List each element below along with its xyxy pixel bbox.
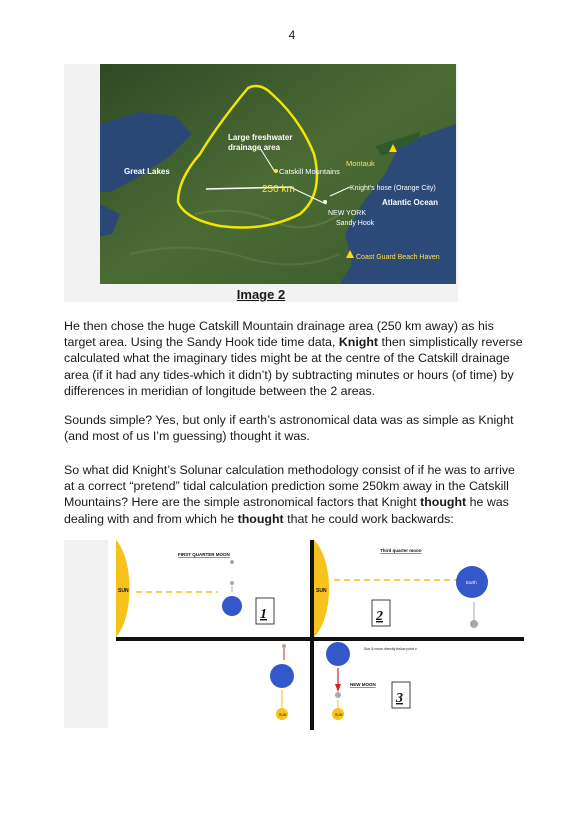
label-coast-guard: Coast Guard Beach Haven xyxy=(356,254,440,261)
earth-icon xyxy=(270,664,294,688)
title-third-quarter: Third quarter moon xyxy=(380,548,422,553)
label-distance: 250 km xyxy=(262,184,295,195)
diagram-background xyxy=(64,540,108,728)
title-first-quarter: FIRST QUARTER MOON xyxy=(178,552,230,557)
sun-label-3b: SUN xyxy=(335,713,343,717)
sun-moon-text: Sun & moon directly below point x xyxy=(364,647,417,651)
moon-icon xyxy=(470,620,478,628)
earth-label: Earth xyxy=(466,580,477,585)
figure-caption: Image 2 xyxy=(236,287,286,302)
label-new-york: NEW YORK xyxy=(328,210,366,217)
label-montauk: Montauk xyxy=(346,159,375,168)
page-number: 4 xyxy=(288,28,296,42)
vertical-axis xyxy=(310,540,314,730)
horizontal-axis xyxy=(116,637,524,641)
sun-label-3a: SUN xyxy=(279,713,287,717)
number-3: 3 xyxy=(396,691,403,706)
new-moon-label: NEW MOON xyxy=(350,682,376,687)
sun-label-1: SUN xyxy=(118,588,129,594)
paragraph-1: He then chose the huge Catskill Mountain drainage area (250 km away) as his target area. Using the Sandy Hook tide time data, Knight then simplistically reverse calculated what the imaginary tides might be at the centre of the Catskill drainage area (if it had any tides-which it didn’t) by subtracting minutes or hours (of time) by differences in meridian of longitude between the 2 areas. xyxy=(64,319,523,398)
earth-icon xyxy=(326,642,350,666)
satellite-map xyxy=(100,64,456,284)
label-catskill: Catskill Mountains xyxy=(279,167,340,176)
moon-phase-diagram xyxy=(108,540,524,730)
earth-icon xyxy=(222,596,242,616)
label-sandy-hook: Sandy Hook xyxy=(336,220,375,227)
paragraph-2: Sounds simple? Yes, but only if earth’s astronomical data was as simple as Knight (and most of us I’m guessing) thought it was. xyxy=(64,413,514,444)
label-great-lakes: Great Lakes xyxy=(124,167,170,176)
label-drainage-2: drainage area xyxy=(228,143,281,152)
number-1: 1 xyxy=(260,607,267,622)
moon-icon xyxy=(230,581,234,585)
moon-icon xyxy=(335,692,341,698)
label-drainage-1: Large freshwater xyxy=(228,133,293,142)
arrow-icon xyxy=(335,684,341,692)
label-knights-house: Knight's hose (Orange City) xyxy=(350,185,436,192)
sun-label-2: SUN xyxy=(316,588,327,594)
paragraph-3: So what did Knight’s Solunar calculation methodology consist of if he was to arrive at a correct “pretend” tidal calculation prediction some 250km away in the Catskill Mountains? Here are the simple astronomical factors that Knight thought he was dealing with and from which he thought that he could work backwards: xyxy=(64,463,515,526)
number-2: 2 xyxy=(376,609,383,624)
label-atlantic: Atlantic Ocean xyxy=(382,198,439,207)
